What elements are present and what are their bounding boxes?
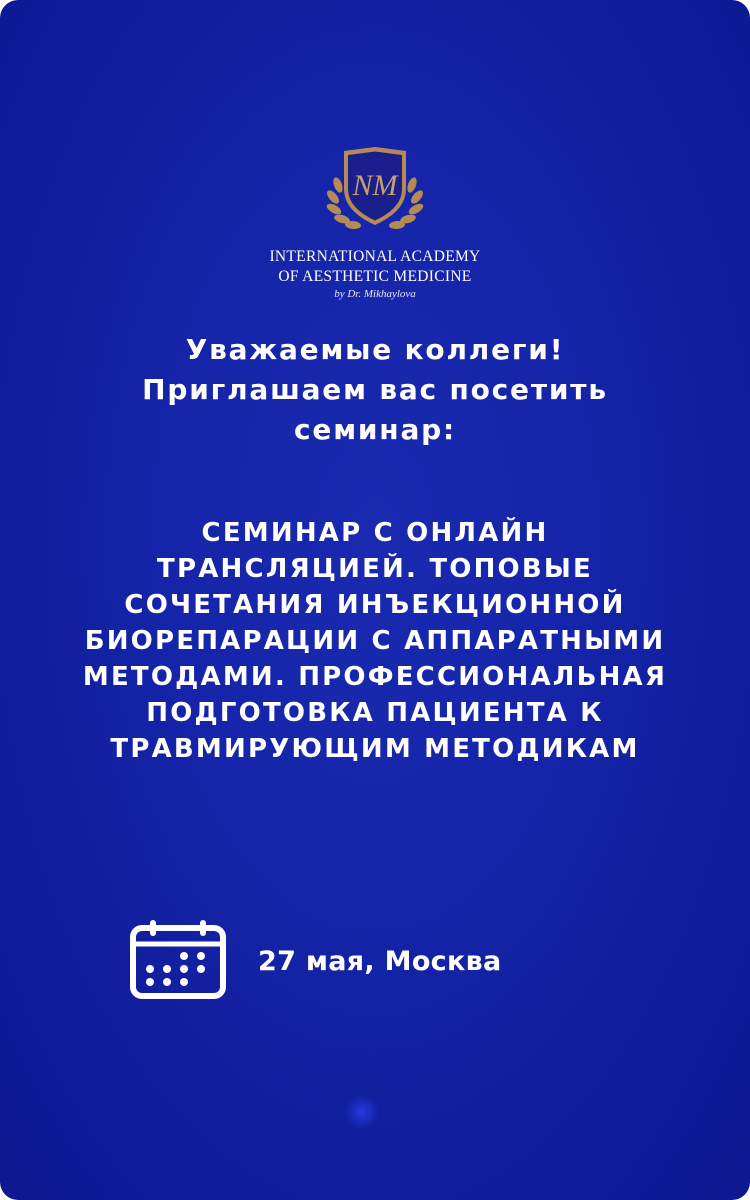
academy-byline: by Dr. Mikhaylova xyxy=(334,288,416,300)
academy-name-line2: OF AESTHETIC MEDICINE xyxy=(278,268,472,285)
seminar-title-line: БИОРЕПАРАЦИИ С АППАРАТНЫМИ xyxy=(84,626,666,656)
academy-logo xyxy=(0,145,750,301)
seminar-title-line: СОЧЕТАНИЯ ИНЪЕКЦИОННОЙ xyxy=(124,590,626,620)
seminar-title-line: СЕМИНАР С ОНЛАЙН xyxy=(201,518,549,548)
event-info xyxy=(130,920,630,1000)
seminar-title xyxy=(20,515,730,767)
seminar-title-line: ТРАНСЛЯЦИЕЙ. ТОПОВЫЕ xyxy=(157,554,593,584)
greeting-line: Приглашаем вас посетить xyxy=(142,373,608,406)
academy-name-line1: INTERNATIONAL ACADEMY xyxy=(269,248,481,265)
svg-text:NM: NM xyxy=(352,169,398,202)
greeting-line: семинар: xyxy=(294,413,456,446)
seminar-title-line: ТРАВМИРУЮЩИМ МЕТОДИКАМ xyxy=(110,734,640,764)
greeting-line: Уважаемые коллеги! xyxy=(185,333,565,366)
decorative-glow xyxy=(345,1095,379,1129)
greeting-text xyxy=(40,330,710,450)
event-date-location: 27 мая, Москва xyxy=(258,946,502,977)
calendar-icon xyxy=(130,920,226,1000)
seminar-title-line: ПОДГОТОВКА ПАЦИЕНТА К xyxy=(146,698,604,728)
laurel-shield-icon xyxy=(320,145,430,233)
seminar-title-line: МЕТОДАМИ. ПРОФЕССИОНАЛЬНАЯ xyxy=(82,662,668,692)
